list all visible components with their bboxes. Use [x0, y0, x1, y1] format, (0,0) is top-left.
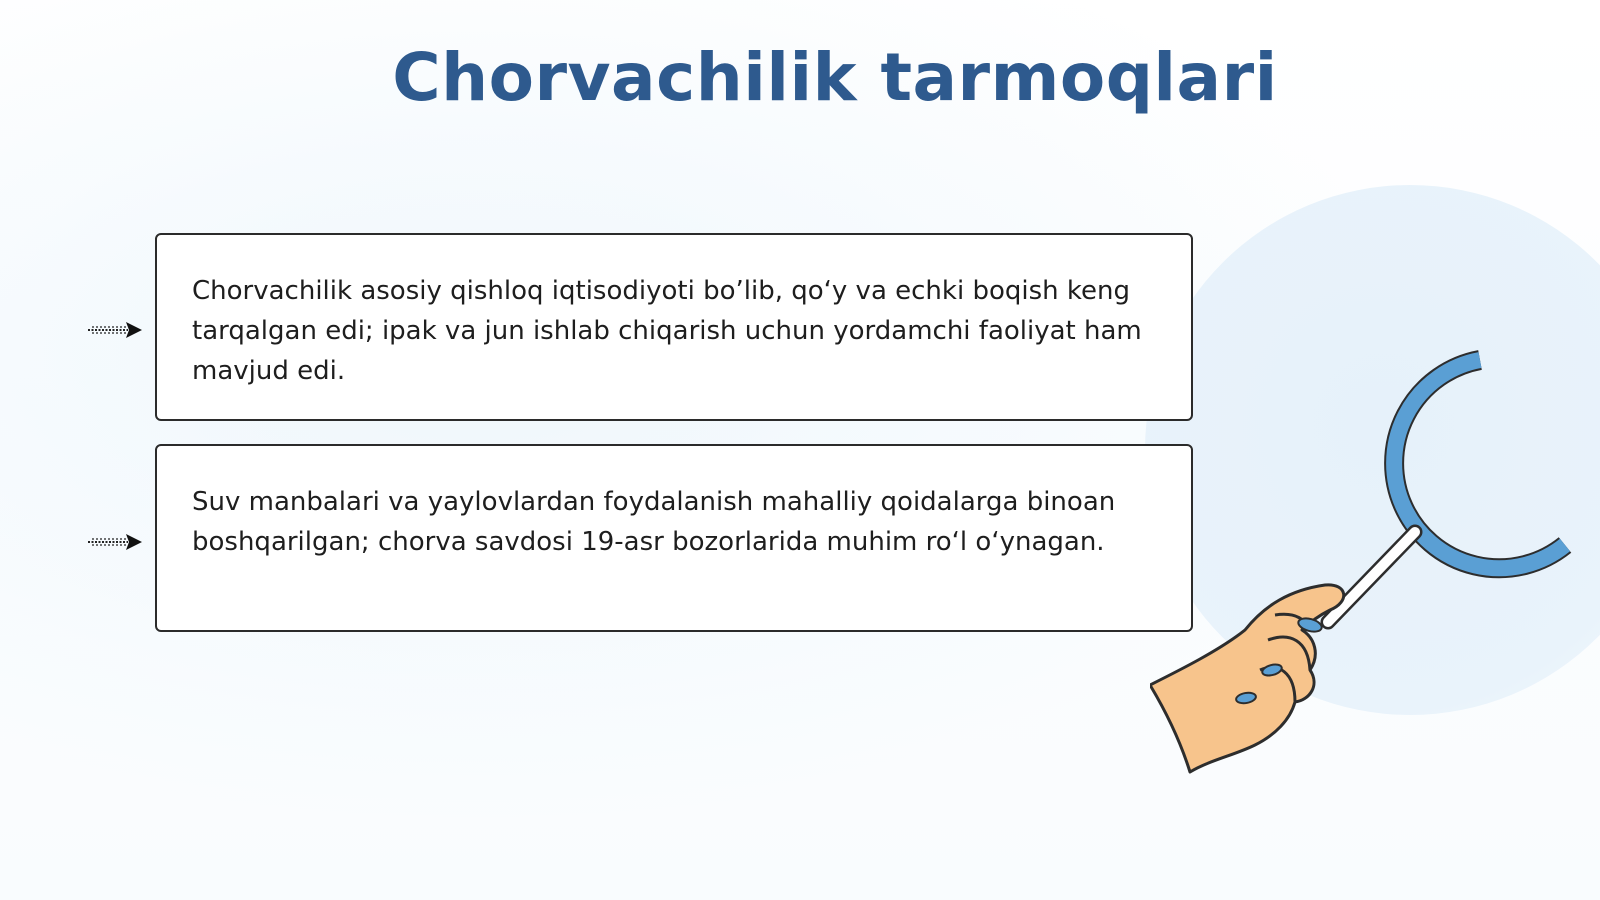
info-card — [155, 444, 1193, 632]
card-text: Chorvachilik asosiy qishloq iqtisodiyoti bo’lib, qo‘y va echki boqish keng tarqalgan edi; ipak va jun ishlab chiqarish uchun yordamchi faoliyat ham mavjud edi. — [192, 276, 1142, 386]
card-text: Suv manbalari va yaylovlardan foydalanish mahalliy qoidalarga binoan boshqarilgan; chorva savdosi 19-asr bozorlarida muhim ro‘l o‘ynagan. — [192, 487, 1116, 557]
arrow-right-icon — [88, 320, 143, 340]
magnifying-glass-hand-icon — [1150, 340, 1600, 800]
arrow-right-icon — [88, 532, 143, 552]
slide-title: Chorvachilik tarmoqlari — [392, 39, 1278, 116]
info-card — [155, 233, 1193, 421]
